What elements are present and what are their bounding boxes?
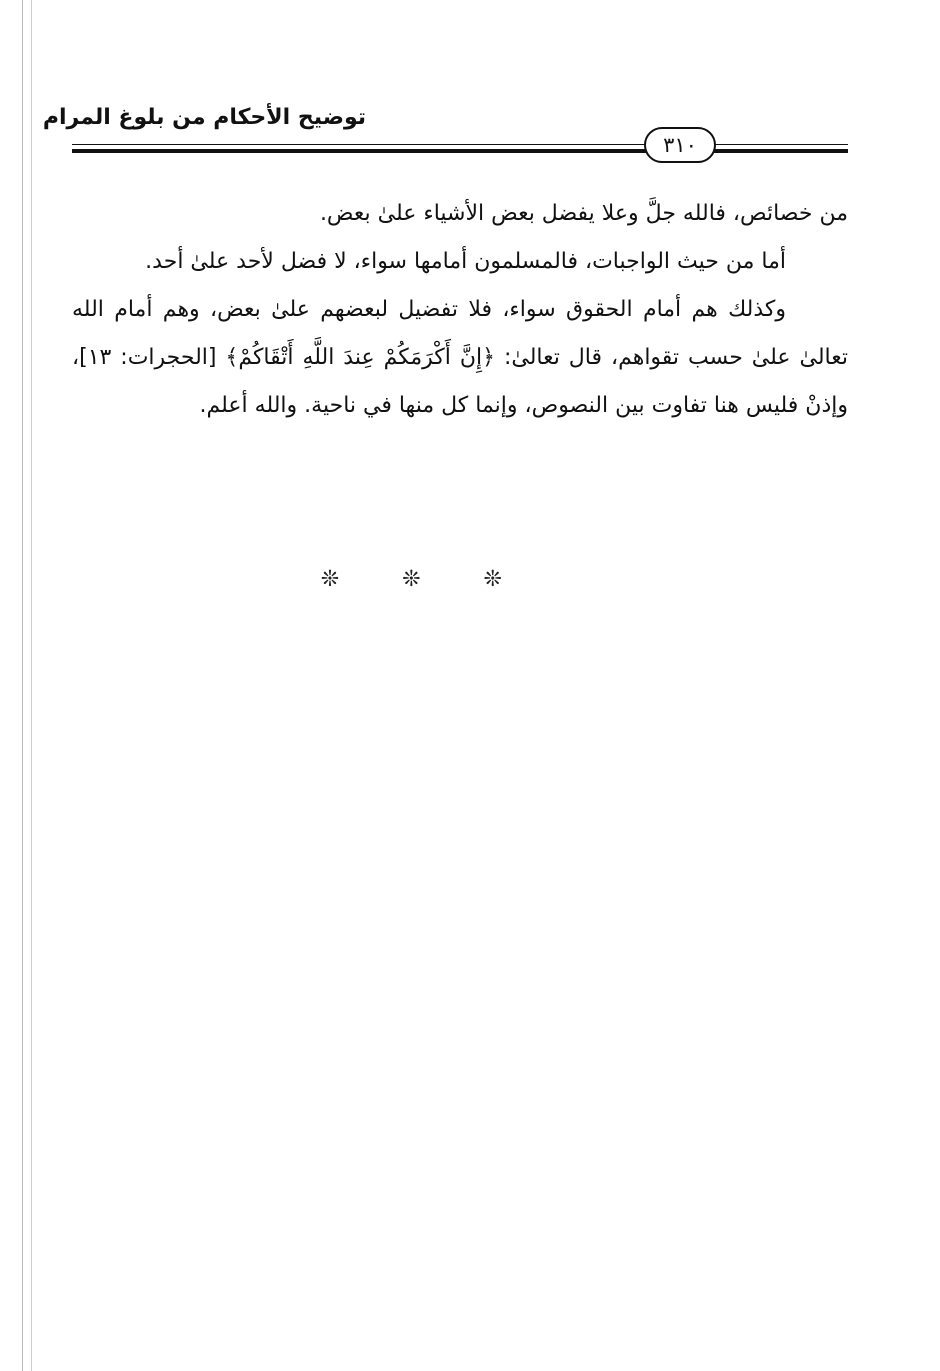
body-text: [72, 190, 848, 430]
paragraph: أما من حيث الواجبات، فالمسلمون أمامها سواء، لا فضل لأحد علىٰ أحد.: [145, 249, 786, 274]
header-rule-thin: [72, 144, 848, 145]
paragraph-text: وكذلك هم أمام الحقوق سواء، فلا تفضيل لبعضهم علىٰ بعض، وهم أمام الله تعالىٰ علىٰ حسب تقواهم، قال تعالىٰ:: [72, 297, 848, 370]
running-title: توضيح الأحكام من بلوغ المرام: [42, 105, 366, 130]
page-number: ٣١٠: [644, 127, 716, 163]
header-rule-thick: [72, 149, 848, 153]
section-divider: ❊ ❊ ❊: [320, 567, 530, 592]
quran-verse: ﴿إِنَّ أَكْرَمَكُمْ عِندَ اللَّهِ أَتْقَاكُمْ﴾: [225, 345, 495, 370]
binding-edge-line: [31, 0, 32, 1371]
paragraph: من خصائص، فالله جلَّ وعلا يفضل بعض الأشياء علىٰ بعض.: [319, 201, 848, 226]
paragraph-text: [الحجرات: ١٣]، وإذنْ فليس هنا تفاوت بين النصوص، وإنما كل منها في ناحية. والله أعلم.: [72, 345, 848, 418]
binding-edge-line: [22, 0, 23, 1371]
paragraph: [72, 286, 848, 430]
